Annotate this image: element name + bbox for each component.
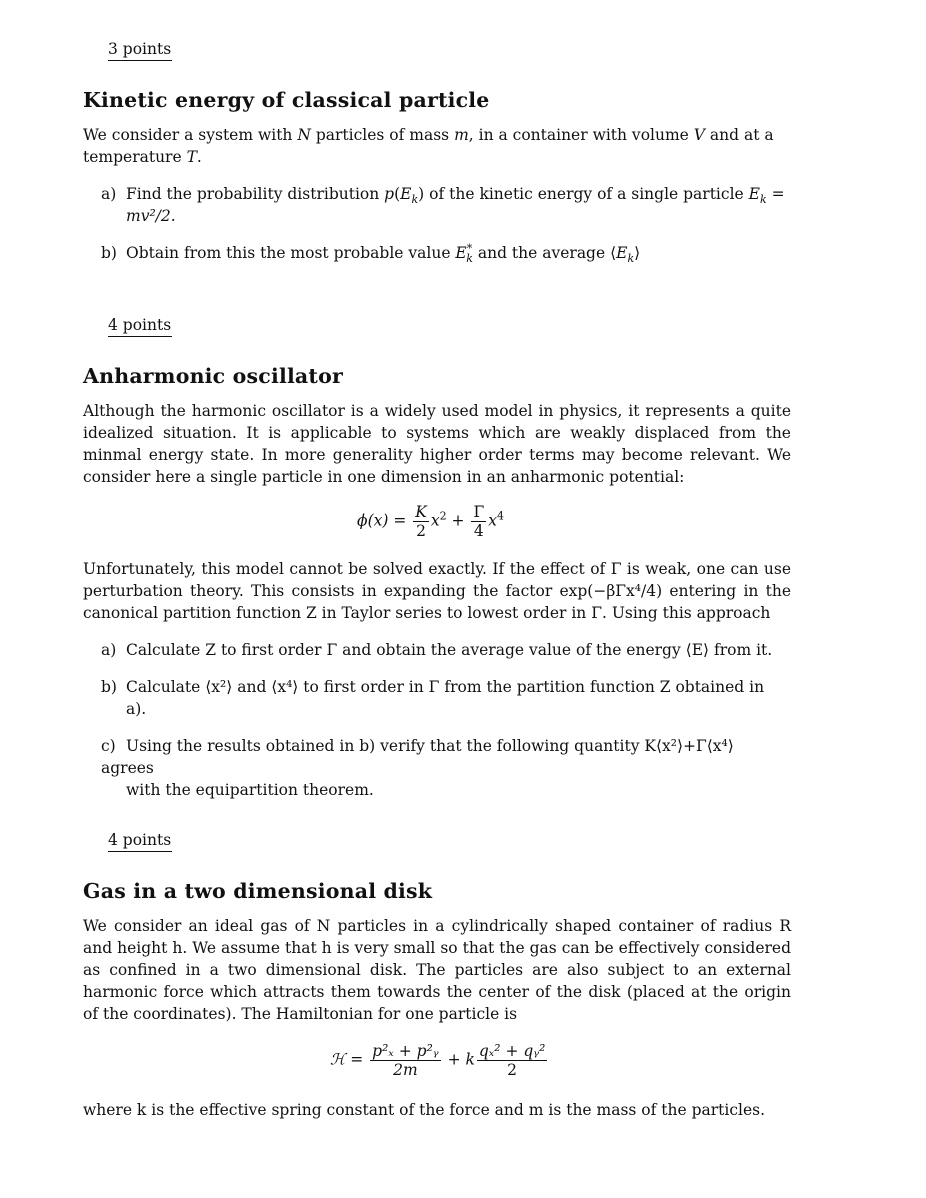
math-V: V	[693, 126, 705, 144]
paragraph: Although the harmonic oscillator is a widely used model in physics, it represents a quite idealized situation. It is applicable to systems which are weakly displaced from the minmal energy state. In more generality higher order terms may become relevant. We consider here a single particle in one dimension in an anharmonic potential:	[83, 402, 791, 486]
intro-text: temperature	[83, 148, 187, 166]
fraction	[370, 1042, 440, 1079]
fraction	[413, 503, 429, 540]
item-text: and the average	[472, 244, 611, 262]
math-pEk: p	[384, 185, 395, 203]
item-text: Obtain from this the most probable value	[126, 244, 456, 262]
equation-hamiltonian	[330, 1042, 549, 1079]
intro-paragraph	[83, 124, 791, 168]
eq-lhs: ℋ =	[330, 1050, 364, 1069]
section-title: Gas in a two dimensional disk	[83, 879, 433, 903]
math-Ek: $E_k$	[400, 185, 419, 207]
item-text: with the equipartition theorem.	[126, 781, 374, 799]
eq-numerator: K	[415, 503, 427, 521]
list-item	[101, 639, 791, 661]
item-text: Calculate ⟨x²⟩ and ⟨x⁴⟩ to first order in Γ from the partition function Z obtained in	[126, 678, 765, 696]
item-text: of the kinetic energy of a single particle	[424, 185, 749, 203]
points-label: 4 points	[108, 831, 172, 852]
math-N: N	[297, 126, 311, 144]
math-m: m	[454, 126, 469, 144]
points-label: 3 points	[108, 40, 172, 61]
equation-potential: ϕ(x) = $\frac{K}{2}$ $x^2$ + $\frac{\Gamma}{4}$ $x^4$	[357, 503, 504, 540]
list-item	[101, 676, 791, 720]
item-label: a)	[101, 641, 117, 659]
item-text: Calculate Z to first order Γ and obtain the average value of the energy ⟨E⟩ from it.	[126, 641, 773, 659]
item-text: mv²/2.	[126, 207, 176, 225]
intro-text: and at a	[704, 126, 774, 144]
list-item: b) Obtain from this the most probable value $E^*_k$ and the average $⟨E_k⟩$	[101, 241, 641, 266]
eq-x: x	[430, 511, 440, 530]
math-T: T	[186, 148, 197, 166]
eq-numerator: p²ₓ + p²ᵧ	[372, 1042, 439, 1060]
item-text: Find the probability distribution	[126, 185, 385, 203]
intro-text: We consider a system with	[83, 126, 298, 144]
points-label: 4 points	[108, 316, 172, 337]
eq-denominator: 2	[416, 522, 426, 540]
eq-numerator: qₓ² + qᵧ²	[478, 1042, 546, 1060]
item-label: b)	[101, 678, 117, 696]
paragraph: Unfortunately, this model cannot be solved exactly. If the effect of Γ is weak, one can use perturbation theory. This consists in expanding the factor exp(−βΓx⁴/4) entering in the canonical partition function Z in Taylor series to lowest order in Γ. Using this approach	[83, 560, 791, 622]
intro-text: .	[196, 148, 202, 166]
eq-denominator: 4	[473, 522, 484, 540]
eq-denominator: 2m	[393, 1061, 418, 1079]
eq-x: x	[488, 511, 497, 530]
item-text: Using the results obtained in b) verify that the following quantity K⟨x²⟩+Γ⟨x⁴⟩ agrees	[101, 737, 734, 777]
eq-numerator: Γ	[473, 503, 485, 521]
math-Ek: $E_k$	[616, 244, 635, 266]
math-Ek: $E_k$	[748, 185, 767, 207]
paragraph: We consider an ideal gas of N particles in a cylindrically shaped container of radius R and height h. We assume that h is very small so that the gas can be effectively considered as confined in a two dimensional disk. The particles are also subject to an external harmonic force which attracts them towards the center of the disk (placed at the origin of the coordinates). The Hamiltonian for one particle is	[83, 917, 791, 1023]
paragraph: where k is the effective spring constant of the force and m is the mass of the particles.	[83, 1101, 766, 1119]
math-Ek-star: $E^*_k$	[455, 241, 473, 266]
eq-plus: +	[451, 511, 465, 530]
item-label: a)	[101, 185, 117, 203]
eq-denominator: 2	[507, 1061, 518, 1079]
section-title: Kinetic energy of classical particle	[83, 88, 490, 112]
intro-text: particles of mass	[310, 126, 455, 144]
intro-text: , in a container with volume	[468, 126, 694, 144]
fraction	[477, 1042, 547, 1079]
item-text: a).	[126, 700, 147, 718]
list-item: a) Find the probability distribution $p(E_k)$ of the kinetic energy of a single particle $E_k$ = mv²/2.	[101, 185, 785, 225]
eq-lhs: ϕ(x) =	[357, 511, 407, 530]
eq-mid: + k	[447, 1050, 475, 1069]
list-item	[101, 735, 791, 801]
fraction	[471, 503, 486, 540]
item-label: c)	[101, 737, 116, 755]
section-title: Anharmonic oscillator	[83, 364, 343, 388]
item-label: b)	[101, 244, 117, 262]
